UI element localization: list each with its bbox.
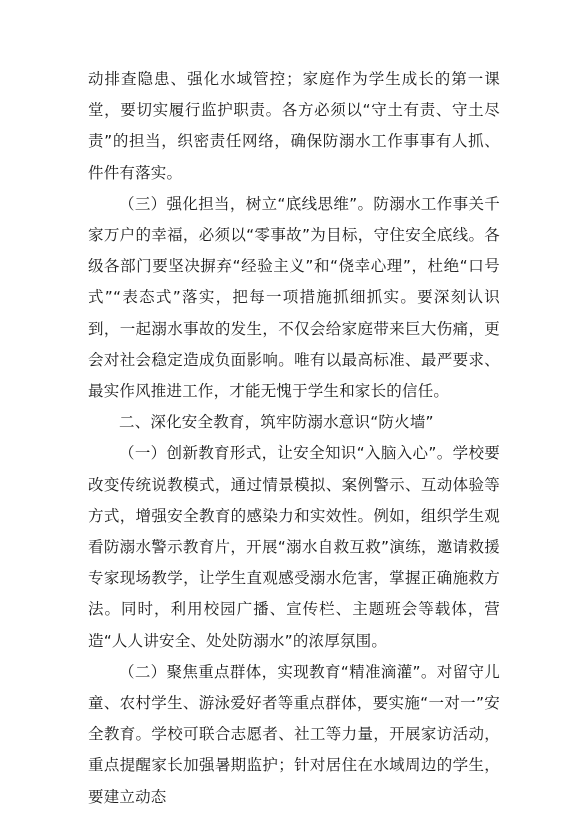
paragraph-continuation: 动排查隐患、强化水域管控；家庭作为学生成长的第一课堂，要切实履行监护职责。各方必须以“守土有责、守土尽责”的担当，织密责任网络，确保防溺水工作事事有人抓、件件有落实。 [88,70,500,182]
section-heading-two: 二、深化安全教育，筑牢防溺水意识“防火墙” [119,413,434,432]
document-body [88,64,500,813]
paragraph-section-three: （三）强化担当，树立“底线思维”。防溺水工作事关千家万户的幸福，必须以“零事故”为目标，守住安全底线。各级各部门要坚决摒弃“经验主义”和“侥幸心理”，杜绝“口号式”“表态式”落实，把每一项措施抓细抓实。要深刻认识到，一起溺水事故的发生，不仅会给家庭带来巨大伤痛，更会对社会稳定造成负面影响。唯有以最高标准、最严要求、最实作风推进工作，才能无愧于学生和家长的信任。 [88,194,500,401]
paragraph-subsection-one: （一）创新教育形式，让安全知识“入脑入心”。学校要改变传统说教模式，通过情景模拟、案例警示、互动体验等方式，增强安全教育的感染力和实效性。例如，组织学生观看防溺水警示教育片，开展“溺水自救互救”演练，邀请救援专家现场教学，让学生直观感受溺水危害，掌握正确施救方法。同时，利用校园广播、宣传栏、主题班会等载体，营造“人人讲安全、处处防溺水”的浓厚氛围。 [88,444,500,650]
paragraph-subsection-two: （二）聚焦重点群体，实现教育“精准滴灌”。对留守儿童、农村学生、游泳爱好者等重点群体，要实施“一对一”安全教育。学校可联合志愿者、社工等力量，开展家访活动，重点提醒家长加强暑期监护；针对居住在水域周边的学生，要建立动态 [88,662,500,806]
